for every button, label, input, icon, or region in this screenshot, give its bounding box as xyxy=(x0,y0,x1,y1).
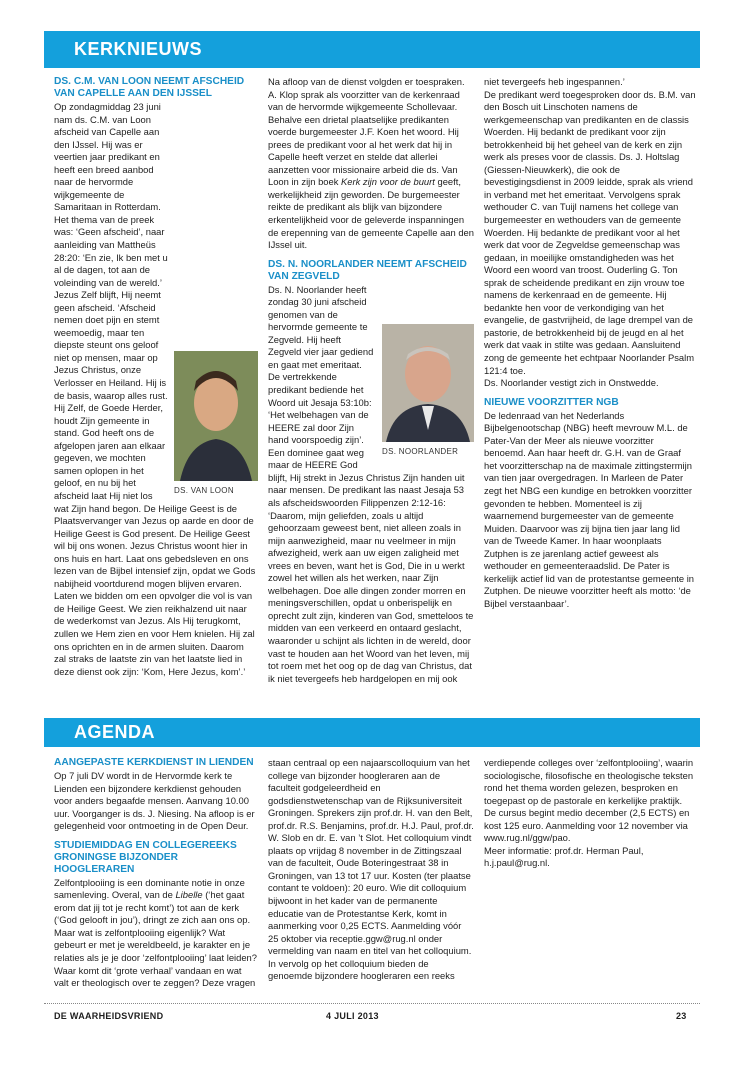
kerknieuws-column-3 xyxy=(484,76,696,684)
caption-noorlander: DS. NOORLANDER xyxy=(382,446,459,456)
article-text-studiemiddag: Zelfontplooiing is een dominante notie in onze samenleving. Overal, van de Libelle (‘het gaat erom dat jij tot je recht komt’) tot aan de kerk (‘God gelooft in jou’), dringt ze zich aan ons op. Maar wat is zelfontplooiing eigenlijk? Wat gebeurt er met je wereldbeeld, je karakter en je relaties als je je door ‘zelfontplooiing’ laat leiden? Waar komt dit ‘grote verhaal’ vandaan en wat valt er theologisch over te zeggen? Deze vragen xyxy=(54,876,257,989)
agenda-column-1 xyxy=(54,757,258,993)
article-text-ngb: De ledenraad van het Nederlands Bijbelgenootschap (NBG) heeft mevrouw M.L. de Pater-Van der Meer als nieuwe voorzitter benoemd. Aan haar heeft dr. G.H. van de Graaf het voorzitterschap na de maximale zittingstermijn van tien jaar overgedragen. In Marleen de Pater zegt het NBG een kundige en betrokken voorzitter gevonden te hebben. Momenteel is zij waarnemend burgemeester van de gemeente Muiden. Daarvoor was zij bijna tien jaar lang lid van de Tweede Kamer. In haar woonplaats Zutphen is ze jarenlang actief geweest als wethouder en gemeenteraadslid. De Pater is kerkelijk actief lid van de protestantse gemeente in Zutphen. De nieuwe voorzitter heeft als motto: ‘de Bijbel verstaanbaar’. xyxy=(484,409,695,609)
article-heading-van-loon: DS. C.M. VAN LOON NEEMT AFSCHEID VAN CAPELLE AAN DEN IJSSEL xyxy=(54,76,245,99)
article-text-noorlander: Ds. N. Noorlander heeft zondag 30 juni afscheid genomen van de hervormde gemeente te Zegveld. Hij heeft Zegveld vier jaar gediend en gaat met emeritaat. De vertrekkende predikant bediende het Woord uit Jesaja 53:10b: ‘Het welbehagen van de HEERE zal door Zijn hand voorspoedig zijn’. Een dominee gaat weg maar de HEERE God blijft, Hij strekt in Jezus Christus Zijn handen uit naar mensen. De predikant las naast Jesaja 53 als afscheidswoorden Filippenzen 2:12-16: ‘Daarom, mijn geliefden, zoals u altijd gehoorzaam geweest bent, niet alleen zoals in mijn aanwezigheid, maar nu veelmeer in mijn afwezigheid, werk aan uw eigen zaligheid met vrees en beven, want het is God, Die in u werkt zowel het willen als het werken, naar Zijn welbehagen. Doe alle dingen zonder morren en meningsverschillen, opdat u onberispelijk en oprecht zult zijn, kinderen van God, smetteloos te midden van een verkeerd en ontaard geslacht, waaronder u schijnt als lichten in de wereld, door vast te houden aan het Woord van het leven, mij tot roem met het oog op de dag van Christus, dat ik niet tevergeefs heb hardgelopen en mij ook xyxy=(268,283,474,684)
article-text-van-loon-continued: Na afloop van de dienst volgden er toespraken. A. Klop sprak als voorzitter van de kerkenraad van de hervormde wijkgemeente Schollevaar. Behalve een drietal plaatselijke predikanten voerde burgemeester J.F. Koen het woord. Hij prees de predikant voor al het werk dat hij in Capelle heeft verzet en stelde dat allerlei aanzetten voor missionaire arbeid die ds. Van Loon in zijn boek Kerk zijn voor de buurt geeft, werkelijkheid zijn geworden. De burgemeester reikte de predikant als blijk van bijzondere erkentelijkheid voor de geleverde inspanningen de erepenning van de gemeente Capelle aan den IJssel uit. xyxy=(268,76,474,251)
photo-van-loon-figure xyxy=(174,351,258,498)
footer-publication: DE WAARHEIDSVRIEND xyxy=(54,1011,164,1021)
article-text-studiemiddag-contact: Meer informatie: prof.dr. Herman Paul, h.j.paul@rug.nl. xyxy=(484,844,644,869)
kerknieuws-column-1 xyxy=(54,76,258,684)
footer-date: 4 JULI 2013 xyxy=(326,1011,379,1021)
article-text-van-loon: Op zondagmiddag 23 juni nam ds. C.M. van Loon afscheid van Capelle aan den IJssel. Hij was er veertien jaar predikant en heeft een breed aanbod naar de hervormde wijkgemeente de Samaritaan in Rotterdam. Het thema van de preek was: ‘Geen afscheid’, naar aanleiding van Mattheüs 28:20: ‘En zie, Ik ben met u al de dagen, tot aan de voleinding van de wereld.’ Jezus Zelf blijft, Hij neemt geen afscheid. ‘Afscheid nemen doet pijn en stemt weemoedig, maar ten diepste steunt ons geloof niet op mensen, maar op Jezus Christus, onze Verlosser en Heiland. Hij is de basis, waarop alles rust. Hij Zelf, de Goede Herder, houdt Zijn gemeente in stand. God heeft ons de afgelopen jaren aan elkaar gegeven, we mochten samen oplopen in het geloof, en nu bij het afscheid laat Hij niet los wat Zijn hand begon. De Heilige Geest is de Plaatsvervanger van Jezus op aarde en door de Heilige Geest is God present. De Heilige Geest wil bij ons wonen. Jezus Christus woont hier in ons huis en hart. Laat ons gebedsleven en ons lezen van de Bijbel intensief zijn, opdat we Gods nabijheid voortdurend mogen blijven ervaren. Laten we bidden om een opvolger die vol is van de Heilige Geest. We zien reikhalzend uit naar de wederkomst van Jezus. Als Hij terugkomt, zullen we Hem zien en voor Hem knielen. Hij zal ons oprichten en in de armen sluiten. Daarom zal straks de laatste zin van het laatste lied in deze dienst ook zijn: ‘Kom, Here Jezus, kom’.’ xyxy=(54,101,256,677)
kerknieuws-column-2 xyxy=(268,76,474,684)
article-heading-studiemiddag: STUDIEMIDDAG EN COLLEGEREEKS GRONINGSE BIJZONDER HOOGLERAREN xyxy=(54,839,237,875)
portrait-van-loon-icon xyxy=(174,351,258,481)
article-heading-lienden: AANGEPASTE KERKDIENST IN LIENDEN xyxy=(54,757,254,768)
article-text-lienden: Op 7 juli DV wordt in de Hervormde kerk te Lienden een bijzondere kerkdienst gehouden voor anders begaafde mensen. Aanvang 10.00 uur. Voorganger is ds. J. Niesing. Na afloop is er gelegenheid voor ontmoeting in de Open Deur. xyxy=(54,770,255,832)
kerknieuws-title: KERKNIEUWS xyxy=(74,39,203,59)
portrait-noorlander-icon xyxy=(382,324,474,442)
article-heading-noorlander: DS. N. NOORLANDER NEEMT AFSCHEID VAN ZEGVELD xyxy=(268,258,467,282)
photo-van-loon xyxy=(174,351,258,481)
article-text-noorlander-p2: De predikant werd toegesproken door ds. B.M. van den Bosch uit Linschoten namens de werkgemeenschap van predikanten en de classis Woerden. Hij bedankt de predikant voor zijn betrokkenheid bij het geheel van de kerk en zijn werk als preses voor de classis. Ds. J. Holtslag (Giessen-Nieuwkerk), die ook de bevestigingsdienst in 2009 leidde, sprak als vriend in verband met het emeritaat. Vervolgens sprak wethouder C. van Tuijl namens het college van burgemeester en wethouders van de gemeente Woerden. Hij bedankte de predikant voor al het werk dat voor de Zegveldse gemeenschap was gedaan, in moeilijke omstandigheden was het Woord een woord van troost. Ouderling G. Ton sprak de scheidende predikant en zijn vrouw toe namens de kerkenraad en de gemeente. Hij bedankte hen voor de verkondiging van het evangelie, de gastvrijheid, de lage drempel van de pastorie, de betrokkenheid bij de jeugd en al het werk dat vaak in stilte was gedaan. Aansluitend zong de gemeente het echtpaar Noorlander Psalm 121:4 toe. xyxy=(484,88,696,376)
caption-van-loon: DS. VAN LOON xyxy=(174,486,234,495)
agenda-column-3 xyxy=(484,757,696,993)
agenda-title: AGENDA xyxy=(74,722,156,742)
article-heading-ngb: NIEUWE VOORZITTER NGB xyxy=(484,396,619,408)
article-text-noorlander-p3: Ds. Noorlander vestigt zich in Onstwedde. xyxy=(484,377,659,389)
article-text-noorlander-continued: niet tevergeefs heb ingespannen.’ xyxy=(484,76,625,87)
footer-divider xyxy=(44,1003,700,1004)
article-text-studiemiddag-end: verdiepende colleges over ‘zelfontplooiing’, waarin sociologische, filosofische en theologische teksten rond het thema worden gelezen, besproken en toegepast op de pastorale en kerkelijke praktijk. De cursus begint medio december (2,5 ECTS) en kost 125 euro. Aanmelding voor 12 november via www.rug.nl/ggw/pao. xyxy=(484,757,694,844)
footer-page-number: 23 xyxy=(676,1011,687,1021)
kerknieuws-banner xyxy=(44,31,700,68)
photo-noorlander xyxy=(382,324,474,442)
article-text-studiemiddag-continued: staan centraal op een najaarscolloquium van het college van bijzonder hoogleraren aan de faculteit godgeleerdheid en godsdienstwetenschap van de Rijksuniversiteit Groningen. Sprekers zijn prof.dr. H. van den Belt, prof.dr. R.S. Benjamins, prof.dr. H.J. Paul, prof.dr. W. Slob en dr. E. van ’t Slot. Het colloquium vindt plaats op vrijdag 8 november in de Zittingszaal van de faculteit, Oude Boteringestraat 38 in Groningen, van 13 tot 17 uur. Kosten (ter plaatse contant te voldoen): 20 euro. Wie dit colloquium bijwoont in het kader van de permanente educatie van de Protestantse Kerk, komt in aanmerking voor 0,25 ECTS. Aanmelding vóór 25 oktober via receptie.ggw@rug.nl onder vermelding van naam en titel van het colloquium. In vervolg op het colloquium bieden de genoemde bijzondere hoogleraren een reeks xyxy=(268,757,474,982)
agenda-column-2 xyxy=(268,757,474,993)
photo-noorlander-figure xyxy=(382,324,474,459)
agenda-banner xyxy=(44,718,700,747)
